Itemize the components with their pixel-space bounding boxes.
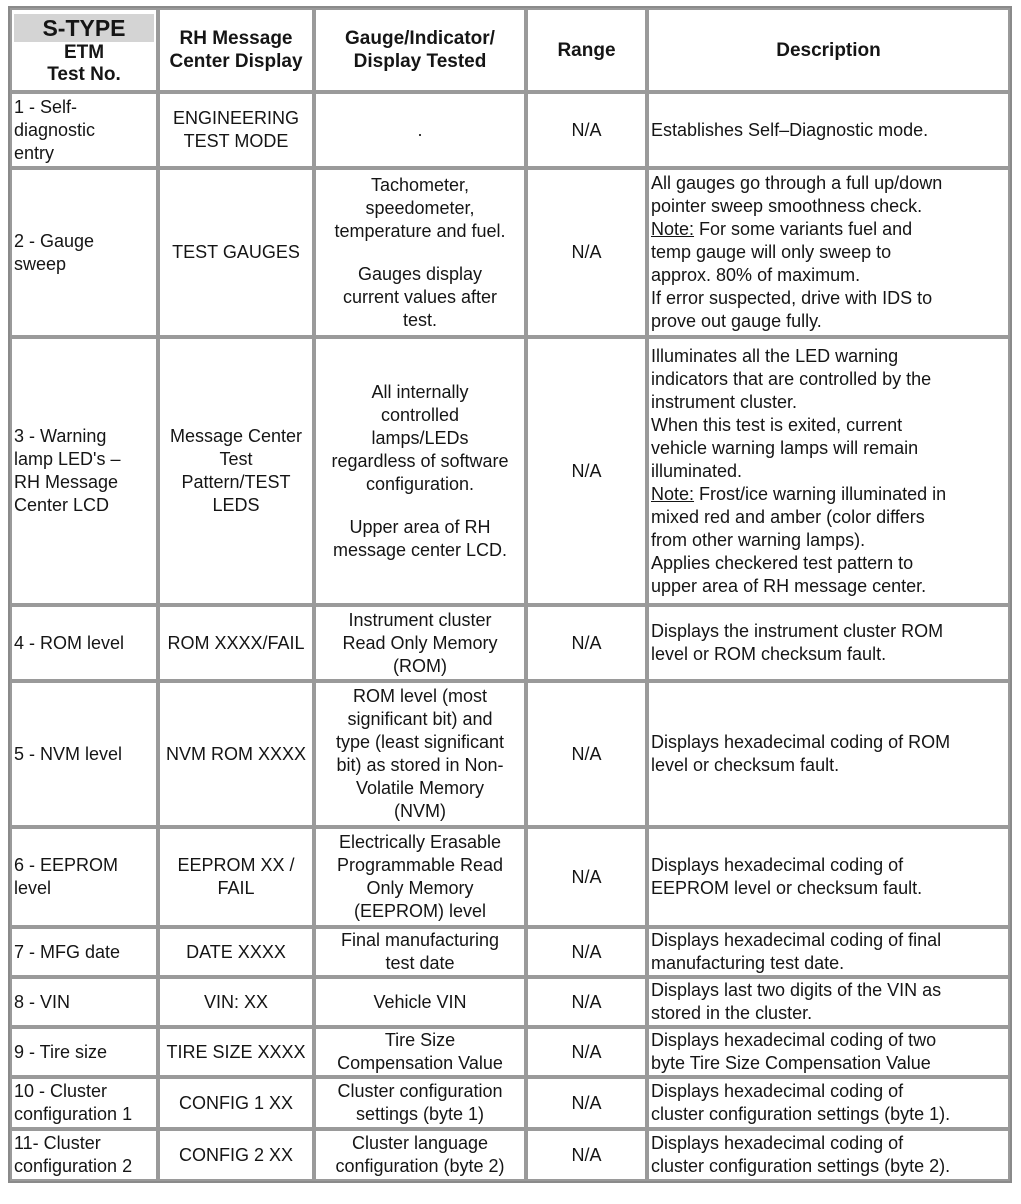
gauge-tested-line: ROM level (most [352,686,487,706]
gauge-tested-line: regardless of software [331,450,509,471]
cell-rh-display [158,977,314,1027]
description-line: Displays hexadecimal coding of [651,855,904,875]
gauge-tested-line: Only Memory [366,878,474,898]
etm-test-table [8,6,1012,1183]
table-header [10,8,1010,92]
rh-display-line: NVM ROM XXXX [165,743,307,764]
description-line: byte Tire Size Compensation Value [651,1053,931,1073]
gauge-tested-line: type (least significant [335,732,505,752]
table-row [10,337,1010,605]
paragraph-gap [318,496,522,516]
gauge-tested-line: controlled [380,404,460,425]
cell-test-number [10,337,158,605]
description-line: mixed red and amber (color differs [651,506,925,527]
cell-test-number [10,1027,158,1077]
gauge-tested-line: Read Only Memory [342,632,498,653]
table-row [10,168,1010,337]
rh-display-line: FAIL [217,878,255,898]
cell-description [647,681,1010,827]
gauge-tested-line: All internally [371,381,469,402]
cell-description [647,1129,1010,1181]
cell-gauge-tested [314,1027,526,1077]
rh-display-line: TIRE SIZE XXXX [166,1041,306,1062]
cell-gauge-tested [314,605,526,681]
table-row [10,1027,1010,1077]
table-row [10,92,1010,168]
cell-description [647,337,1010,605]
gauge-tested-line: Volatile Memory [355,778,485,798]
description-line: temp gauge will only sweep to [651,242,892,262]
cell-test-number [10,605,158,681]
cell-description [647,827,1010,927]
test-number-line: 2 - Gauge [14,230,95,251]
cell-description [647,92,1010,168]
header-test-number [10,8,158,92]
cell-description [647,1027,1010,1077]
description-line: Displays hexadecimal coding of [651,1081,904,1101]
test-number-line: 10 - Cluster [14,1081,108,1101]
description-line: indicators that are controlled by the [651,368,932,389]
gauge-tested-line: Cluster language [351,1133,489,1153]
description-line: level or ROM checksum fault. [651,644,887,664]
cell-description [647,168,1010,337]
cell-gauge-tested [314,92,526,168]
note-text: Frost/ice warning illuminated in [694,483,947,504]
test-number-line: RH Message [14,472,119,492]
cell-rh-display [158,1077,314,1129]
gauge-tested-line: (NVM) [394,801,446,821]
header-range: Range [526,8,647,92]
cell-description [647,1077,1010,1129]
cell-description [647,977,1010,1027]
table-row [10,977,1010,1027]
table-row [10,605,1010,681]
description-line: vehicle warning lamps will remain [651,437,919,458]
table-body [10,92,1010,1181]
description-line: Displays hexadecimal coding of [651,1133,904,1153]
test-number-line: sweep [14,253,67,274]
header-description: Description [647,8,1010,92]
gauge-tested-line: temperature and fuel. [334,220,506,241]
cell-range: N/A [526,605,647,681]
cell-range: N/A [526,1129,647,1181]
description-line: All gauges go through a full up/down [651,173,943,193]
note-line [651,483,1006,506]
test-number-line: 9 - Tire size [14,1041,108,1062]
test-number-line: lamp LED's – [14,449,121,469]
rh-display-line: Pattern/TEST [181,472,291,492]
rh-display-line: TEST GAUGES [172,242,300,262]
description-line: Establishes Self–Diagnostic mode. [651,119,929,140]
test-number-line: 5 - NVM level [14,743,123,764]
cell-gauge-tested [314,1077,526,1129]
test-number-line: 1 - Self- [14,96,78,117]
etm-table-wrapper [8,6,1008,1183]
rh-display-line: LEDS [212,495,260,515]
test-no-label: Test No. [47,64,121,85]
cell-range: N/A [526,1077,647,1129]
gauge-tested-line: message center LCD. [332,539,508,560]
cell-rh-display [158,1129,314,1181]
test-number-line: level [14,878,52,898]
header-rh-display: RH Message Center Display [158,8,314,92]
description-line: Displays hexadecimal coding of final [651,930,942,950]
description-line: Displays hexadecimal coding of ROM [651,732,951,752]
description-line: manufacturing test date. [651,953,845,973]
gauge-tested-line: speedometer, [365,197,475,218]
gauge-tested-line: Tire Size [384,1030,456,1050]
cell-gauge-tested [314,927,526,977]
cell-gauge-tested [314,168,526,337]
cell-description [647,605,1010,681]
description-line: cluster configuration settings (byte 2). [651,1156,951,1176]
rh-display-line: Message Center [169,426,303,446]
gauge-tested-line: Gauges display [357,263,483,284]
model-label: S-TYPE [14,14,154,42]
gauge-tested-line: bit) as stored in Non- [336,755,504,775]
description-line: cluster configuration settings (byte 1). [651,1104,951,1124]
cell-test-number [10,92,158,168]
cell-test-number [10,681,158,827]
rh-display-line: VIN: XX [203,991,269,1012]
description-line: approx. 80% of maximum. [651,265,861,285]
test-number-line: configuration 1 [14,1104,133,1124]
header-gauge-tested: Gauge/Indicator/ Display Tested [314,8,526,92]
description-line: Illuminates all the LED warning [651,345,899,366]
rh-display-line: ENGINEERING [172,108,300,128]
rh-display-line: EEPROM XX / [177,855,295,875]
gauge-tested-line: (ROM) [393,655,447,676]
description-line: stored in the cluster. [651,1003,813,1023]
cell-rh-display [158,681,314,827]
rh-display-line: CONFIG 2 XX [178,1144,294,1165]
rh-display-line: DATE XXXX [186,941,286,962]
description-line: Applies checkered test pattern to [651,552,914,573]
gauge-tested-line: Electrically Erasable [338,832,502,852]
note-label: Note: [651,483,695,504]
rh-display-line: CONFIG 1 XX [178,1092,294,1113]
gauge-tested-line: Instrument cluster [348,609,492,630]
table-row [10,1077,1010,1129]
gauge-tested-line: Cluster configuration [337,1081,503,1101]
description-line: Displays last two digits of the VIN as [651,980,942,1000]
description-line: instrument cluster. [651,391,798,412]
table-row [10,827,1010,927]
description-line: level or checksum fault. [651,755,840,775]
description-line: pointer sweep smoothness check. [651,196,923,216]
cell-gauge-tested [314,827,526,927]
header-row [10,8,1010,92]
cell-gauge-tested [314,1129,526,1181]
cell-test-number [10,168,158,337]
cell-range: N/A [526,92,647,168]
cell-test-number [10,977,158,1027]
test-number-line: entry [14,142,55,163]
cell-range: N/A [526,337,647,605]
test-number-line: 3 - Warning [14,426,107,446]
cell-gauge-tested [314,337,526,605]
description-line: illuminated. [651,460,743,481]
cell-rh-display [158,168,314,337]
description-line: upper area of RH message center. [651,575,927,596]
table-row [10,681,1010,827]
cell-test-number [10,927,158,977]
gauge-tested-line: lamps/LEDs [371,427,469,448]
gauge-tested-line: significant bit) and [347,709,493,729]
cell-rh-display [158,92,314,168]
test-number-line: diagnostic [14,119,96,140]
gauge-tested-line: Upper area of RH [349,516,491,537]
gauge-tested-line: Programmable Read [336,855,504,875]
cell-range: N/A [526,977,647,1027]
rh-display-line: Test [219,449,253,469]
gauge-tested-line: configuration. [365,473,475,494]
gauge-tested-line: Compensation Value [337,1053,503,1073]
gauge-tested-line: current values after [342,286,498,307]
note-text: For some variants fuel and [694,219,913,239]
cell-rh-display [158,605,314,681]
paragraph-gap [318,243,522,263]
test-number-line: 8 - VIN [14,991,71,1012]
test-number-line: 4 - ROM level [14,632,125,653]
gauge-tested-line: Tachometer, [370,174,470,195]
gauge-tested-line: Vehicle VIN [373,991,467,1012]
cell-range: N/A [526,827,647,927]
gauge-tested-line: configuration (byte 2) [335,1156,505,1176]
cell-range: N/A [526,1027,647,1077]
cell-test-number [10,1129,158,1181]
gauge-tested-line: Final manufacturing [340,930,500,950]
gauge-tested-line: test date [385,953,455,973]
cell-rh-display [158,337,314,605]
cell-range: N/A [526,927,647,977]
note-label: Note: [651,219,695,239]
cell-test-number [10,827,158,927]
description-line: from other warning lamps). [651,529,866,550]
test-number-line: 7 - MFG date [14,941,121,962]
test-number-line: configuration 2 [14,1156,133,1176]
description-line: prove out gauge fully. [651,311,822,331]
cell-range: N/A [526,681,647,827]
cell-rh-display [158,827,314,927]
cell-gauge-tested [314,681,526,827]
gauge-tested-line: (EEPROM) level [353,901,487,921]
table-row [10,927,1010,977]
rh-display-line: ROM XXXX/FAIL [167,632,305,653]
test-number-line: 6 - EEPROM [14,855,119,875]
gauge-tested-line: . [417,119,423,140]
cell-test-number [10,1077,158,1129]
description-line: Displays hexadecimal coding of two [651,1030,937,1050]
cell-rh-display [158,1027,314,1077]
table-row [10,1129,1010,1181]
description-line: Displays the instrument cluster ROM [651,621,944,641]
description-line: EEPROM level or checksum fault. [651,878,923,898]
description-line: If error suspected, drive with IDS to [651,288,933,308]
test-number-line: 11- Cluster [14,1133,101,1153]
note-line [651,218,1006,241]
gauge-tested-line: test. [402,309,437,330]
cell-description [647,927,1010,977]
description-line: When this test is exited, current [651,414,903,435]
test-number-line: Center LCD [14,495,110,515]
rh-display-line: TEST MODE [183,131,289,151]
cell-gauge-tested [314,977,526,1027]
etm-label: ETM [63,42,105,63]
gauge-tested-line: settings (byte 1) [355,1104,485,1124]
cell-range: N/A [526,168,647,337]
cell-rh-display [158,927,314,977]
